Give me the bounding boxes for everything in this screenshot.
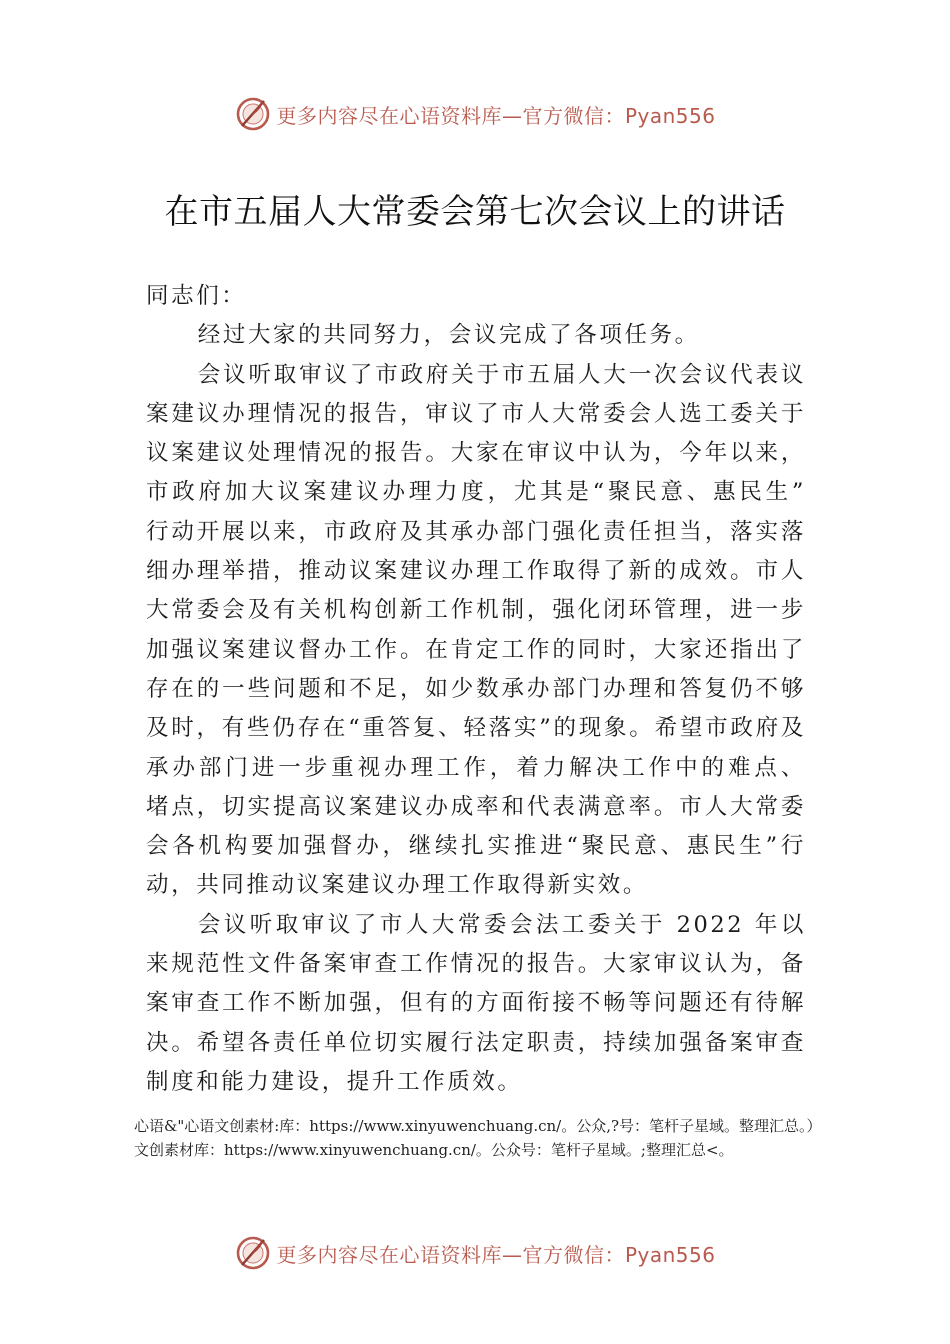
paragraph: 会议听取审议了市政府关于市五届人大一次会议代表议案建议办理情况的报告，审议了市人大常委会人选工委关于议案建议处理情况的报告。大家在审议中认为，今年以来，市政府加大议案建议办理力度，尤其是“聚民意、惠民生” 行动开展以来，市政府及其承办部门强化责任担当，落实落细办理举措，推动议案建议办理工作取得了新的成效。市人大常委会及有关机构创新工作机制，强化闭环管理，进一步加强议案建议督办工作。在肯定工作的同时，大家还指出了存在的一些问题和不足，如少数承办部门办理和答复仍不够及时，有些仍存在“重答复、轻落实”的现象。希望市政府及承办部门进一步重视办理工作，着力解决工作中的难点、 堵点，切实提高议案建议办成率和代表满意率。市人大常委会各机构要加强督办，继续扎实推进“聚民意、惠民生”行动，共同推动议案建议办理工作取得新实效。 xyxy=(146,361,806,899)
quill-seal-icon xyxy=(234,95,272,133)
quill-seal-icon xyxy=(234,1234,272,1272)
document-body xyxy=(146,277,806,1102)
banner-text: 更多内容尽在心语资料库—官方微信：Pyan556 xyxy=(276,1242,716,1267)
footer-note: 心语&"心语文创素材:库：https://www.xinyuwenchuang.cn/。公众,?号：笔杆子星域。整理汇总。）文创素材库：https://www.xinyuwenchuang.cn/。公众号：笔杆子星域。;整理汇总<。 xyxy=(134,1117,822,1159)
footer-banner xyxy=(0,1233,950,1273)
salutation: 同志们： xyxy=(146,283,247,309)
banner-text: 更多内容尽在心语资料库—官方微信：Pyan556 xyxy=(276,103,716,128)
document-title: 在市五届人大常委会第七次会议上的讲话 xyxy=(164,192,786,232)
paragraph: 经过大家的共同努力，会议完成了各项任务。 xyxy=(197,322,700,349)
paragraph: 会议听取审议了市人大常委会法工委关于 2022 年以来规范性文件备案审查工作情况的报告。大家审议认为，备案审查工作不断加强，但有的方面衔接不畅等问题还有待解决。希望各责任单位切实履行法定职责，持续加强备案审查制度和能力建设，提升工作质效。 xyxy=(146,911,806,1095)
header-banner xyxy=(0,94,950,134)
